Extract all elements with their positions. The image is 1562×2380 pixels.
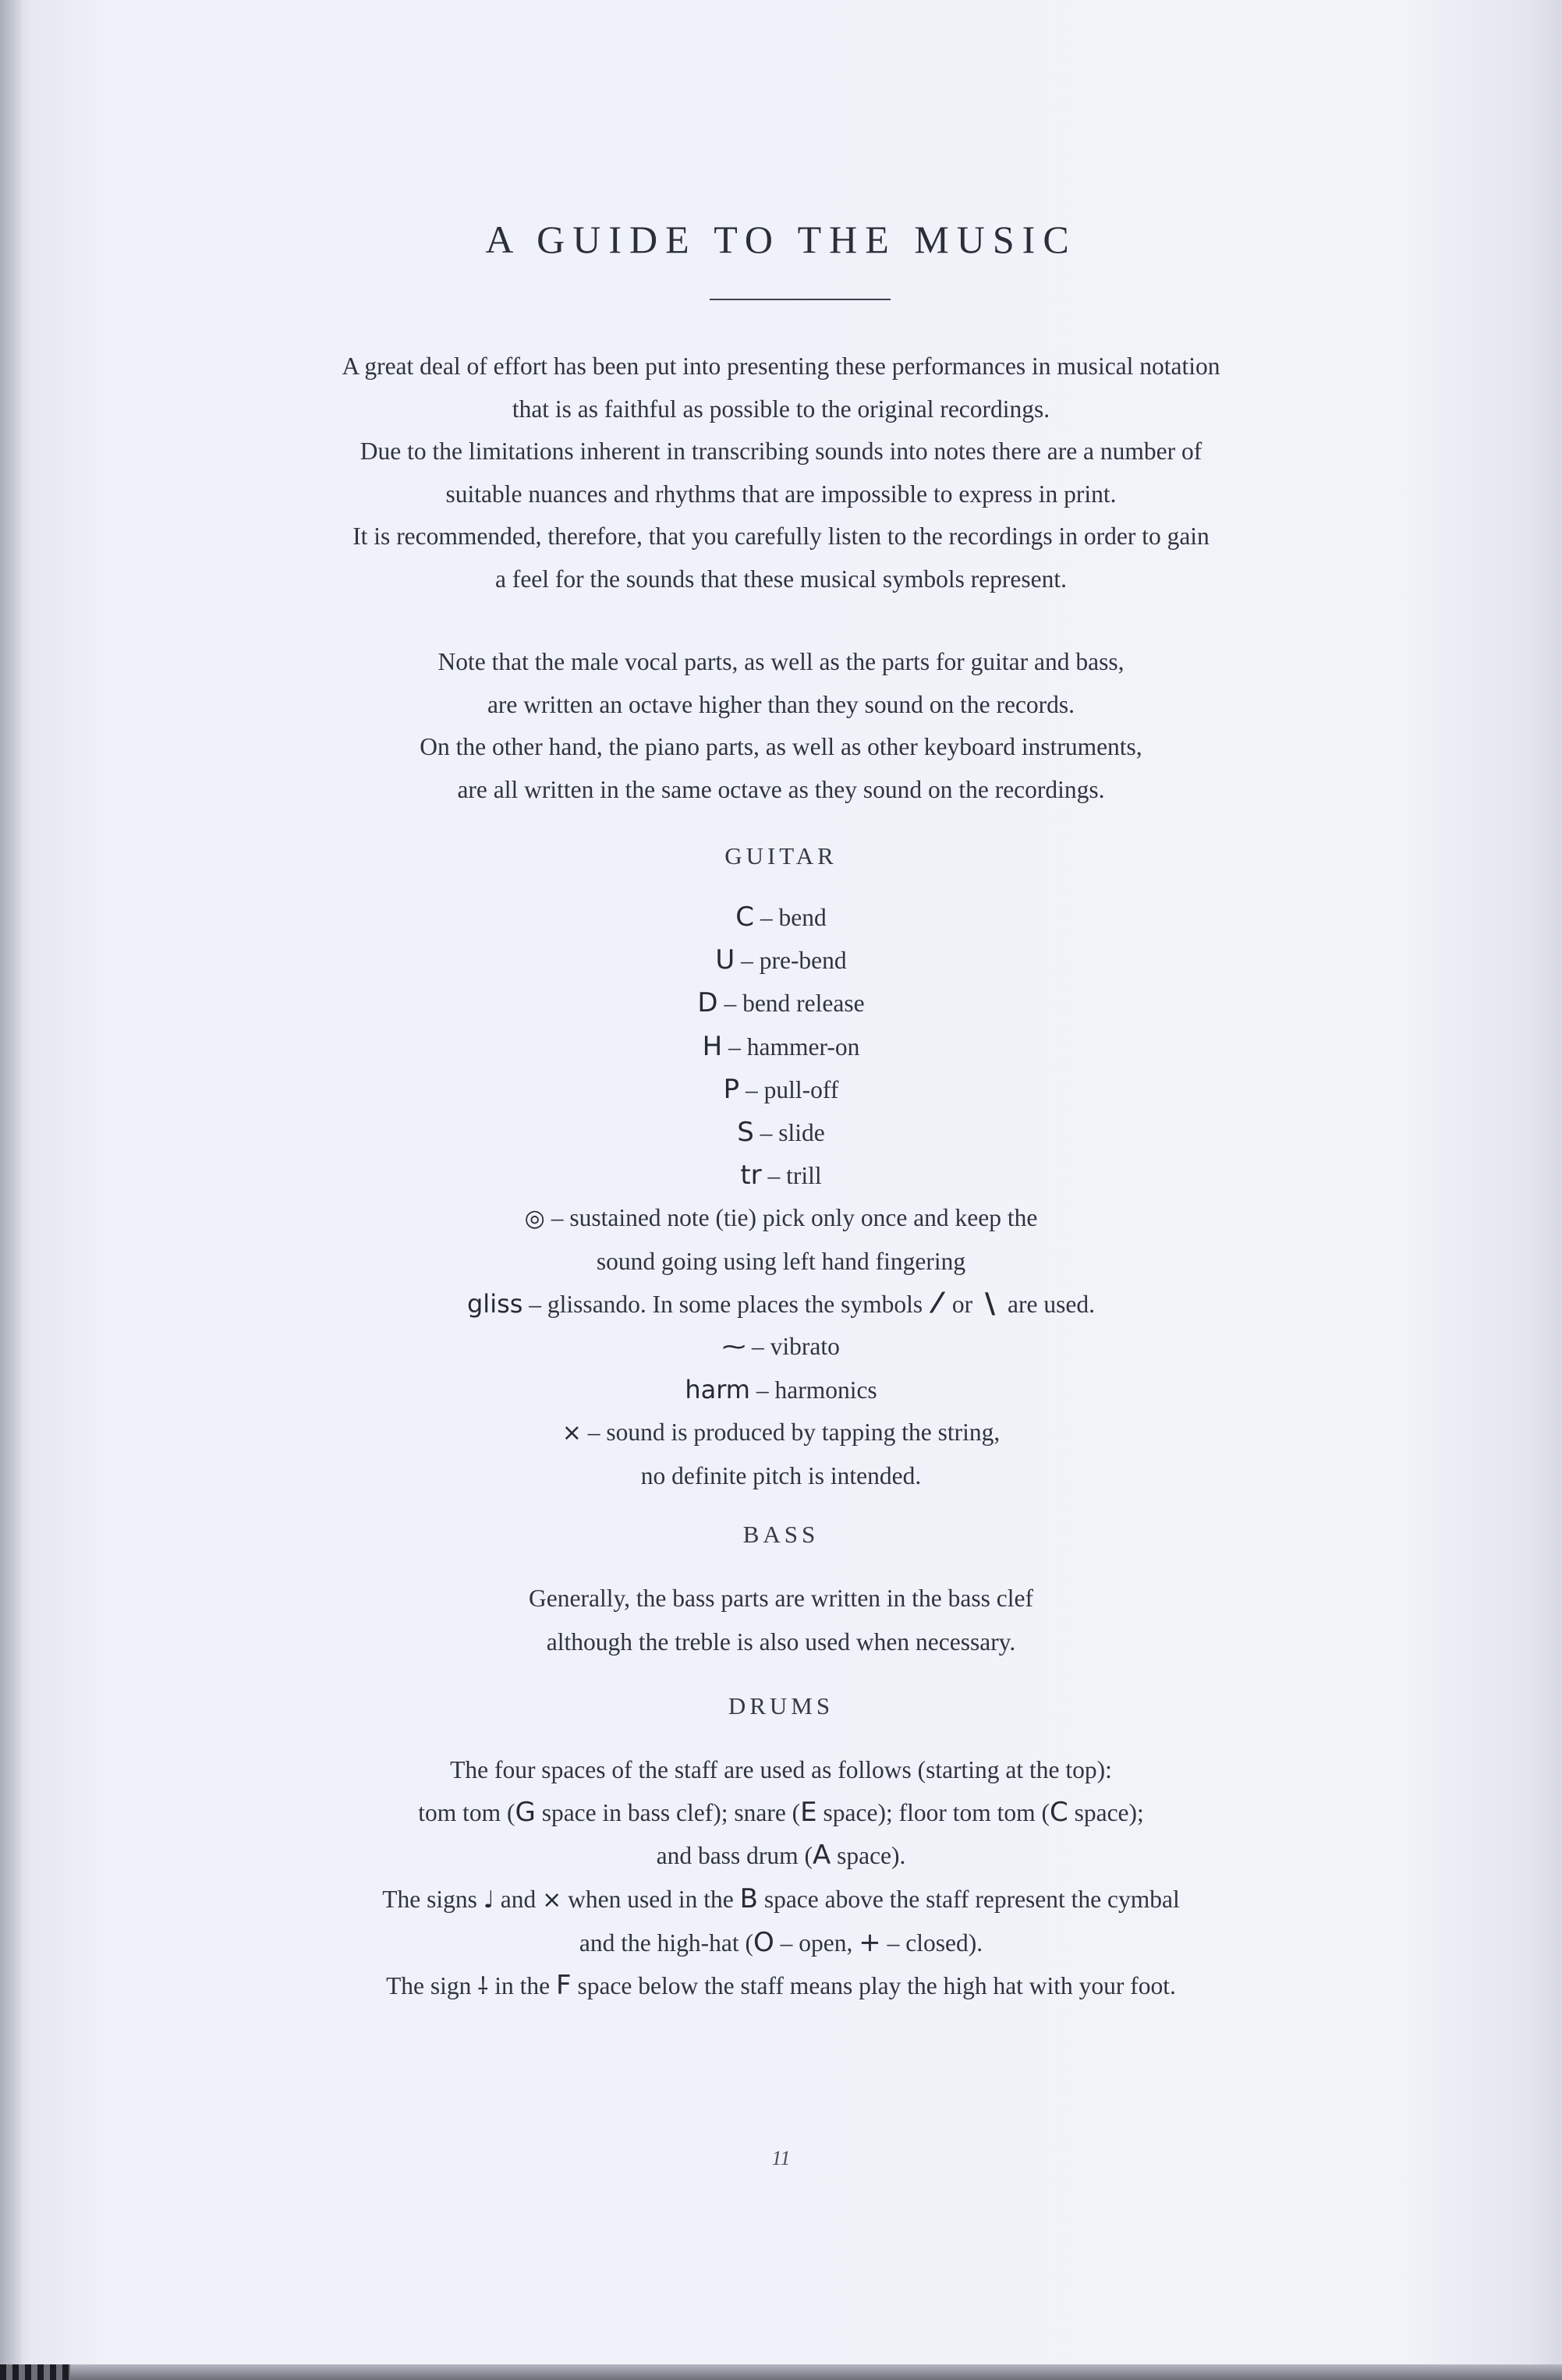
legend-text: – glissando. In some places the symbols [522, 1290, 929, 1318]
legend-text: – pre-bend [735, 947, 847, 975]
bass-line: Generally, the bass parts are written in the bass clef [529, 1585, 1033, 1612]
drums-text-fragment: The sign [386, 1972, 478, 2000]
legend-text: or [946, 1290, 979, 1318]
intro-line: a feel for the sounds that these musical symbols represent. [494, 565, 1068, 593]
legend-text: – bend [754, 904, 827, 931]
legend-text: – sound is produced by tapping the string, [581, 1418, 1001, 1447]
drums-paragraph [0, 1749, 1562, 2008]
bass-line: although the treble is also used when necessary. [546, 1628, 1016, 1656]
octave-note-paragraph [0, 641, 1562, 811]
note-letter: C [1049, 1797, 1068, 1829]
drums-text-fragment: – open, [774, 1928, 859, 1957]
slide-up-icon: ⁄ [935, 1287, 940, 1319]
drums-text-fragment: and bass drum ( [656, 1842, 813, 1870]
octave-note-line: Note that the male vocal parts, as well as the parts for guitar and bass, [437, 648, 1125, 675]
legend-item-pull-off [0, 1068, 1562, 1111]
drums-text-fragment: when used in the [561, 1885, 740, 1913]
bass-paragraph [0, 1577, 1562, 1664]
slide-symbol: S [737, 1117, 754, 1149]
bend-symbol: C [735, 901, 754, 933]
vibrato-icon: ⁓ [722, 1333, 746, 1362]
scan-bottom-edge [0, 2364, 1562, 2380]
drums-line [0, 1834, 1562, 1877]
drums-line: The four spaces of the staff are used as follows (starting at the top): [450, 1756, 1112, 1783]
legend-item-tap [0, 1411, 1562, 1454]
legend-text: – vibrato [746, 1333, 840, 1361]
closed-hihat-icon: + [859, 1926, 881, 1958]
note-letter: E [800, 1797, 817, 1829]
intro-line: A great deal of effort has been put into presenting these performances in musical notation [342, 352, 1220, 380]
sustained-note-icon: ◎ [524, 1205, 545, 1233]
legend-item-sustained-cont: sound going using left hand fingering [596, 1247, 966, 1275]
drums-line [0, 1964, 1562, 2008]
drums-heading: DRUMS [728, 1692, 834, 1719]
legend-item-tap-cont: no definite pitch is intended. [640, 1461, 922, 1489]
open-hihat-icon: O [753, 1926, 774, 1958]
scan-edge-marks [0, 2364, 70, 2380]
drums-text-fragment: and [494, 1885, 543, 1913]
tap-note-icon: ⨯ [561, 1419, 582, 1447]
legend-item-bend-release [0, 982, 1562, 1025]
legend-text: – bend release [717, 990, 865, 1018]
octave-note-line: are written an octave higher than they sound on the records. [487, 690, 1075, 718]
legend-text: – harmonics [749, 1376, 877, 1404]
drums-text-fragment: – closed). [880, 1928, 983, 1957]
harmonics-symbol: harm [685, 1375, 750, 1405]
legend-item-slide [0, 1111, 1562, 1154]
drums-line [0, 1791, 1562, 1834]
drums-text-fragment: space below the staff means play the high hat with your foot. [571, 1972, 1176, 2000]
page-title: A GUIDE TO THE MUSIC [485, 218, 1077, 261]
legend-item-sustained [0, 1197, 1562, 1240]
legend-item-harmonics [0, 1369, 1562, 1411]
bend-release-symbol: D [697, 987, 718, 1019]
bass-heading: BASS [742, 1521, 820, 1548]
intro-line: suitable nuances and rhythms that are impossible to express in print. [445, 480, 1117, 508]
drums-line [0, 1921, 1562, 1964]
note-letter: G [515, 1797, 536, 1829]
note-letter: A [812, 1840, 831, 1872]
gliss-symbol: gliss [466, 1288, 523, 1319]
drums-text-fragment: space). [831, 1842, 906, 1870]
legend-item-trill [0, 1154, 1562, 1197]
intro-paragraph [0, 345, 1562, 600]
legend-text: – hammer-on [722, 1032, 860, 1061]
foot-hihat-icon: ⸸ [477, 1973, 489, 2001]
legend-item-bend [0, 896, 1562, 939]
page-number: 11 [771, 2147, 791, 2169]
drums-line [0, 1878, 1562, 1921]
pull-off-symbol: P [723, 1073, 740, 1105]
drums-text-fragment: space); floor tom tom ( [816, 1799, 1050, 1827]
intro-line: Due to the limitations inherent in transcribing sounds into notes there are a number of [360, 437, 1202, 465]
drums-text-fragment: in the [488, 1972, 556, 2000]
slide-down-icon: \ [985, 1287, 996, 1319]
guitar-heading: GUITAR [724, 842, 838, 869]
note-letter: F [556, 1970, 572, 2002]
legend-item-hammer-on [0, 1025, 1562, 1068]
octave-note-line: On the other hand, the piano parts, as well as other keyboard instruments, [420, 733, 1142, 760]
trill-symbol: tr [740, 1160, 762, 1192]
pre-bend-symbol: U [715, 944, 735, 976]
legend-text: – sustained note (tie) pick only once and keep the [544, 1204, 1038, 1232]
hammer-on-symbol: H [702, 1030, 723, 1062]
legend-item-gliss [0, 1283, 1562, 1326]
legend-text: – trill [761, 1162, 822, 1190]
drums-text-fragment: space); [1068, 1799, 1144, 1827]
legend-item-vibrato [0, 1326, 1562, 1369]
drums-text-fragment: and the high-hat ( [579, 1928, 753, 1957]
drums-text-fragment: tom tom ( [418, 1799, 515, 1827]
drums-text-fragment: space above the staff represent the cymbal [757, 1885, 1180, 1913]
intro-line: that is as faithful as possible to the original recordings. [512, 395, 1050, 423]
note-letter: B [739, 1882, 758, 1914]
legend-text: – pull-off [739, 1075, 839, 1103]
cymbal-note-icon: ♩ [483, 1886, 494, 1914]
intro-line: It is recommended, therefore, that you carefully listen to the recordings in order to gain [352, 522, 1210, 550]
guitar-symbol-list [0, 896, 1562, 1497]
hihat-note-icon: ⨯ [542, 1886, 562, 1914]
legend-text: are used. [1001, 1290, 1095, 1318]
title-rule [710, 299, 891, 300]
drums-text-fragment: space in bass clef); snare ( [535, 1799, 801, 1827]
octave-note-line: are all written in the same octave as they sound on the recordings. [457, 775, 1105, 803]
legend-text: – slide [753, 1119, 825, 1147]
legend-item-pre-bend [0, 939, 1562, 982]
drums-text-fragment: The signs [382, 1885, 483, 1913]
